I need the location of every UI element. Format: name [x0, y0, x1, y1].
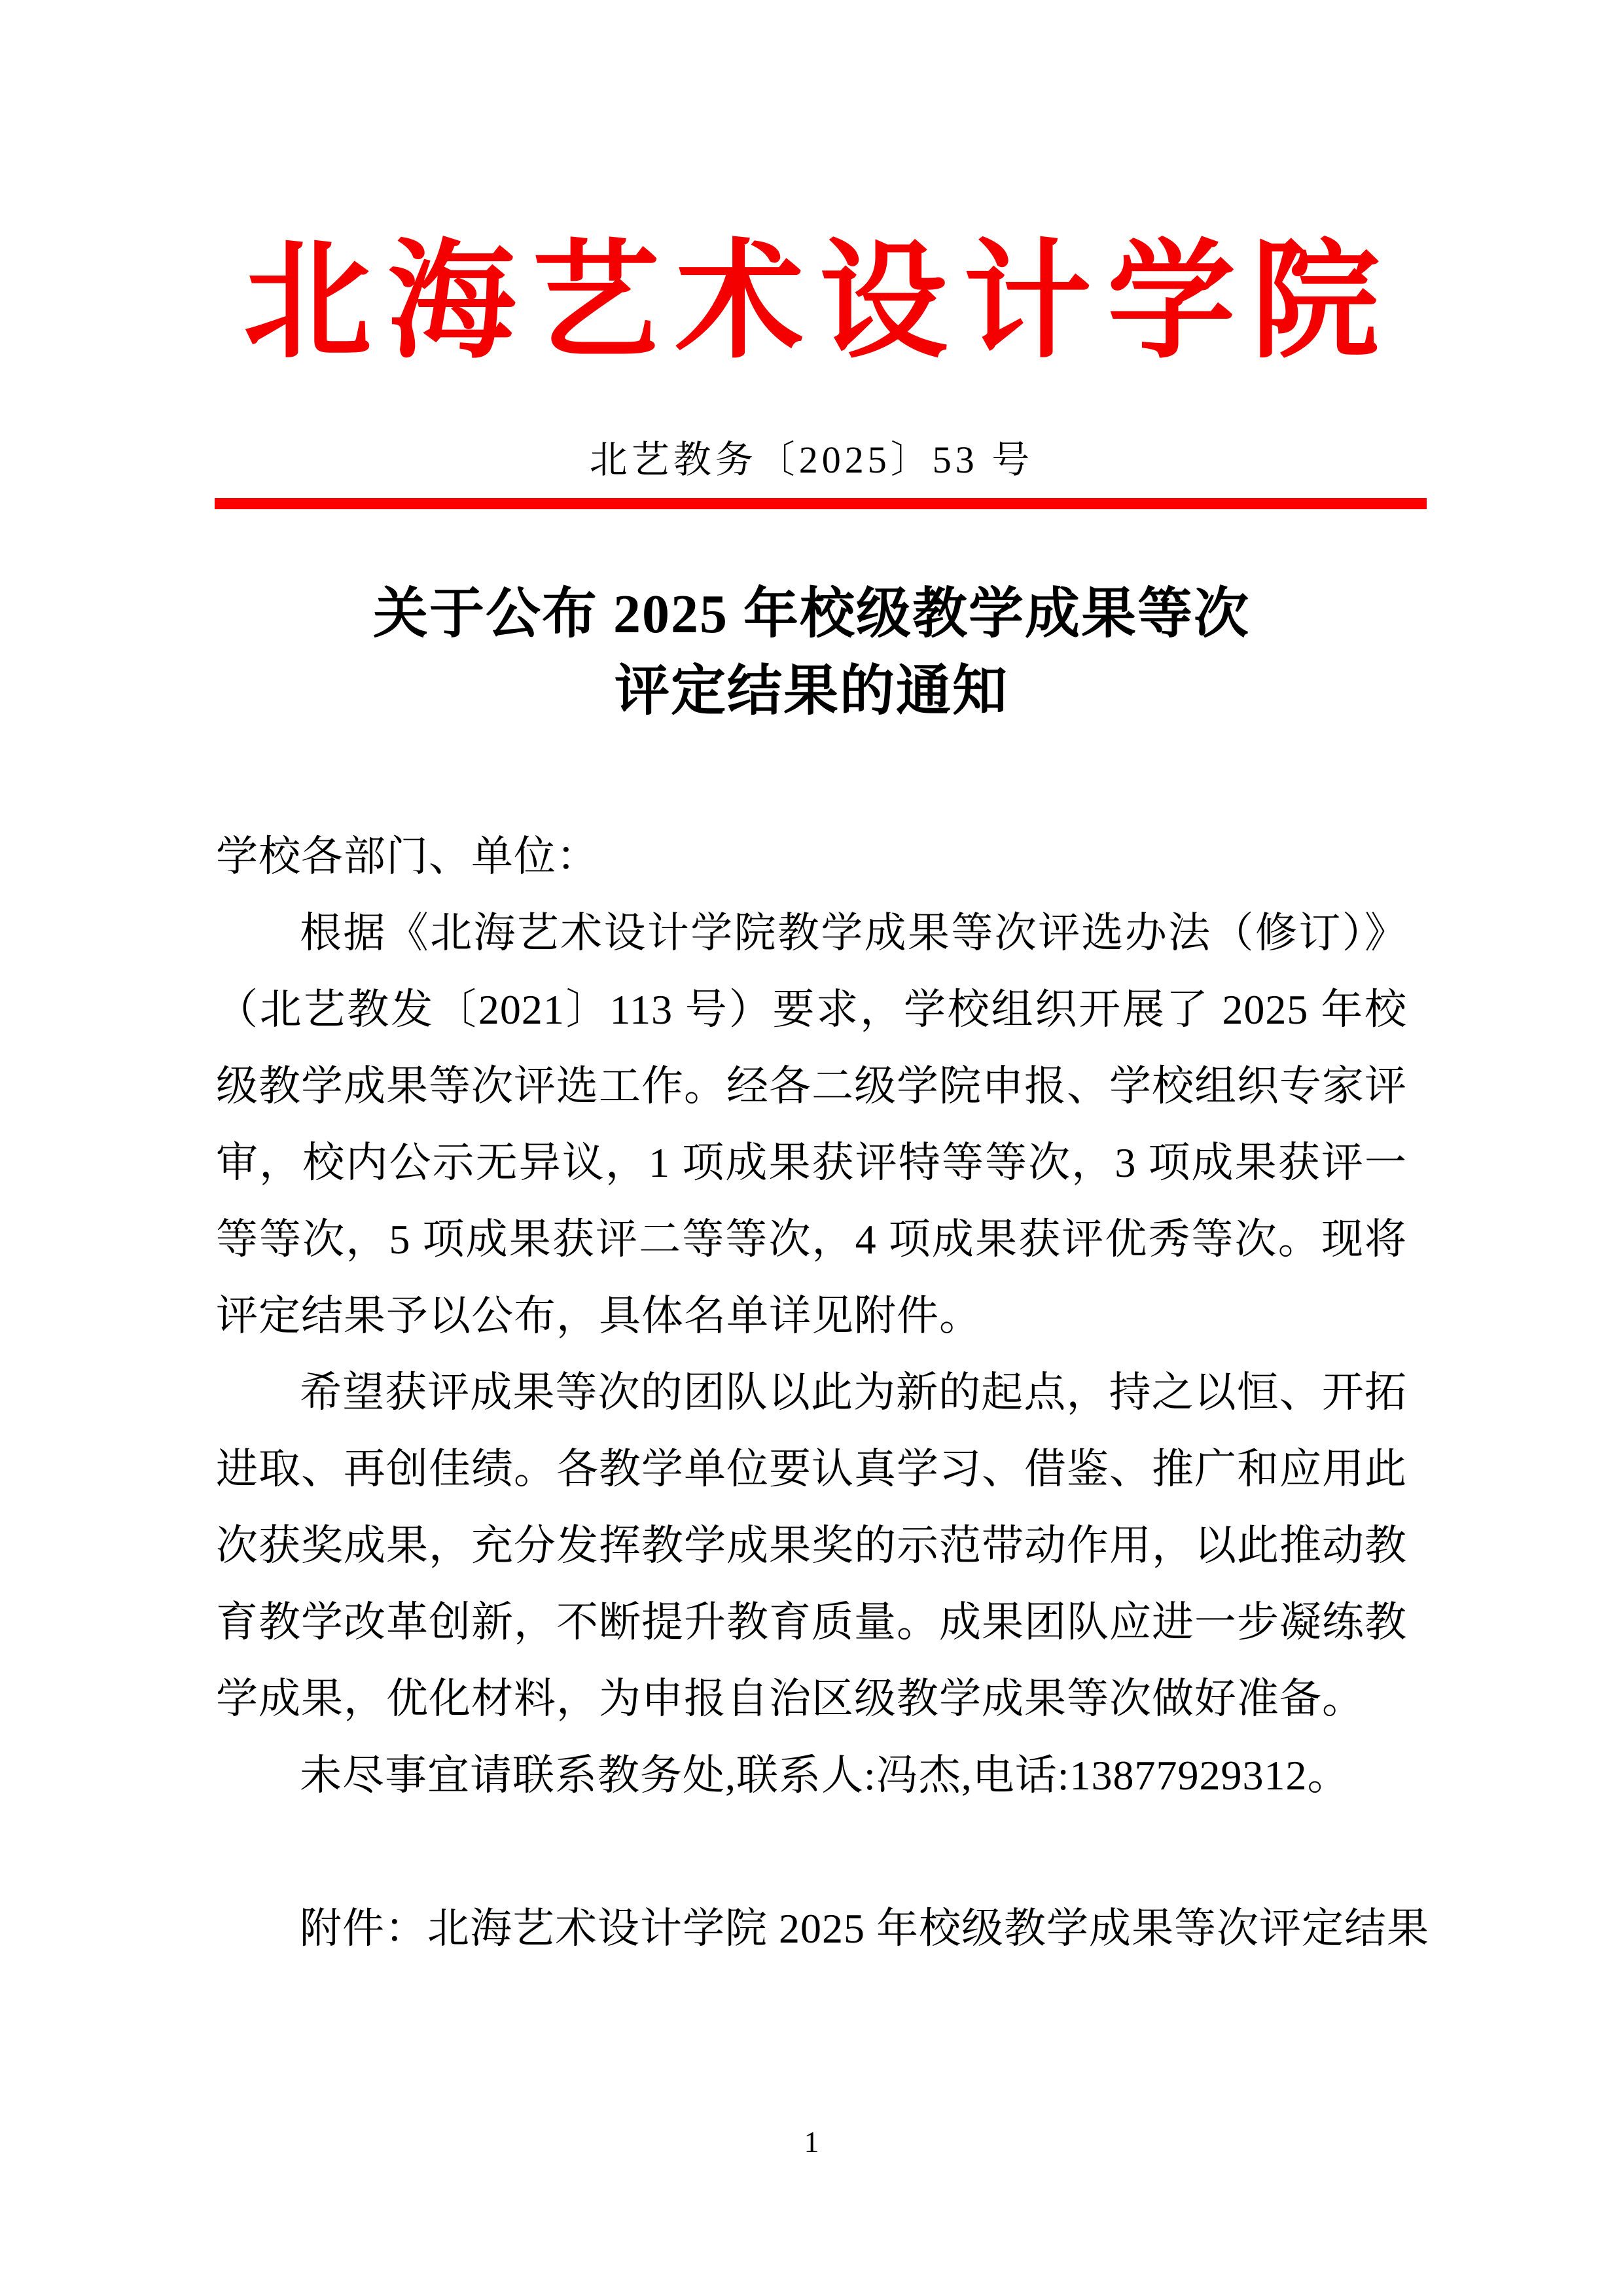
- body-line: 次获奖成果，充分发挥教学成果奖的示范带动作用，以此推动教: [216, 1522, 1407, 1569]
- body-line: 希望获评成果等次的团队以此为新的起点，持之以恒、开拓: [300, 1369, 1407, 1416]
- org-name-heading: 北海艺术设计学院: [243, 232, 1395, 374]
- notice-title: [0, 576, 1623, 730]
- body-line: 等等次，5 项成果获评二等等次，4 项成果获评优秀等次。现将: [216, 1216, 1407, 1263]
- blank-line: [216, 1814, 1407, 1890]
- body-line: 育教学改革创新，不断提升教育质量。成果团队应进一步凝练教: [216, 1599, 1407, 1645]
- body-line-contact: 未尽事宜请联系教务处,联系人:冯杰,电话:13877929312。: [300, 1752, 1350, 1799]
- body-line-attachment: 附件：北海艺术设计学院 2025 年校级教学成果等次评定结果: [300, 1905, 1429, 1952]
- body-line: 审，校内公示无异议，1 项成果获评特等等次，3 项成果获评一: [216, 1139, 1407, 1186]
- body-line-salutation: 学校各部门、单位：: [216, 833, 599, 880]
- notice-title-line1: 关于公布 2025 年校级教学成果等次: [372, 584, 1250, 645]
- body-line: 根据《北海艺术设计学院教学成果等次评选办法（修订）》: [300, 910, 1407, 956]
- body-line: （北艺教发〔2021〕113 号）要求，学校组织开展了 2025 年校: [216, 986, 1407, 1033]
- doc-number: 北艺教务〔2025〕53 号: [589, 439, 1034, 481]
- body-line: 学成果，优化材料，为申报自治区级教学成果等次做好准备。: [216, 1676, 1364, 1722]
- body-line: 级教学成果等次评选工作。经各二级学院申报、学校组织专家评: [216, 1063, 1407, 1109]
- notice-title-line2: 评定结果的通知: [614, 661, 1008, 722]
- body-line: 进取、再创佳绩。各教学单位要认真学习、借鉴、推广和应用此: [216, 1446, 1407, 1492]
- red-divider-line: [215, 498, 1427, 509]
- document-body: [216, 818, 1429, 1967]
- page-number: 1: [804, 2125, 819, 2159]
- body-line: 评定结果予以公布，具体名单详见附件。: [216, 1293, 982, 1339]
